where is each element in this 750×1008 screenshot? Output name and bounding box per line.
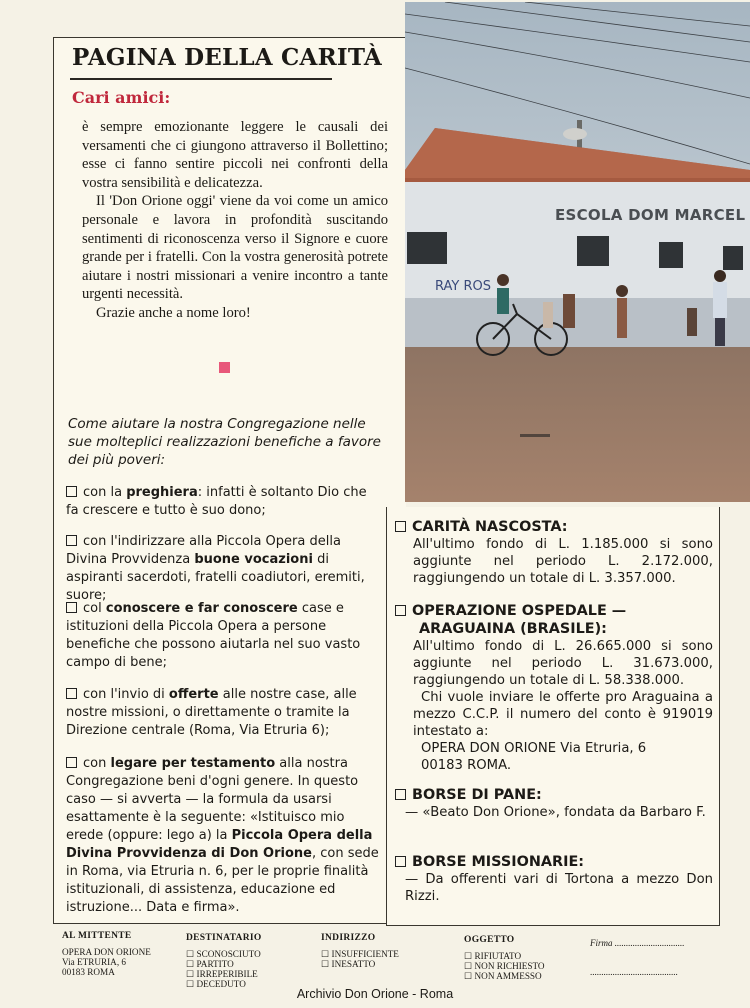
checkbox-icon [395, 789, 406, 800]
section-operazione-ospedale: OPERAZIONE OSPEDALE — ARAGUAINA (BRASILE): All'ultimo fondo di L. 26.665.000 si sono aggiunte nel periodo L. 31.673.000, raggiungendo un totale di L. 58.338.000. Chi vuole inviare le offerte pro Araguaina a mezzo C.C.P. il numero del conto è 919019 intestato a: OPERA DON ORIONE Via Etruria, 6 00183 ROMA. [395, 602, 713, 774]
firma-line: Firma ............................... [590, 938, 685, 948]
checkbox-icon [395, 521, 406, 532]
how-to-help-heading: Come aiutare la nostra Congregazione nelle sue molteplici realizzazioni benefiche a favore dei più poveri: [68, 416, 381, 468]
graffiti-text: RAY ROS [435, 279, 491, 294]
archive-caption: Archivio Don Orione - Roma [296, 987, 454, 1001]
checkbox-icon [395, 856, 406, 867]
checkbox-icon [66, 757, 77, 768]
photo-illustration [405, 2, 750, 502]
section-borse-di-pane: BORSE DI PANE: — «Beato Don Orione», fondata da Barbaro F. [395, 786, 713, 821]
intro-text [82, 118, 388, 323]
signature-dotted-line: ....................................... [590, 967, 678, 977]
destinatario-column: DESTINATARIO ☐ SCONOSCIUTO ☐ PARTITO ☐ IRREPERIBILE ☐ DECEDUTO [186, 933, 262, 989]
mittente-column: AL MITTENTE OPERA DON ORIONE Via ETRURIA, 6 00183 ROMA [62, 931, 151, 977]
item-prayer: con la preghiera: infatti è soltanto Dio che fa crescere e tutto è suo dono; [66, 485, 367, 518]
title-underline [70, 78, 332, 80]
intro-paragraph-2: Il 'Don Orione oggi' viene da voi come un amico personale e lavora in profondità suscitando sentimenti di riconoscenza verso il Signore e cuore grande per i fratelli. Con la vostra generosità potrete aiutare i nostri missionari a venire incontro a tante urgenti necessità. [82, 193, 388, 303]
checkbox-icon [66, 602, 77, 613]
item-vocations: con l'indirizzare alla Piccola Opera della Divina Provvidenza buone vocazioni di aspiranti sacerdoti, fratelli coadiutori, eremiti, suore; [66, 534, 365, 603]
page-title: PAGINA DELLA CARITÀ [72, 44, 382, 71]
checkbox-icon [66, 535, 77, 546]
section-carita-nascosta: CARITÀ NASCOSTA: All'ultimo fondo di L. 1.185.000 si sono aggiunte nel periodo L. 2.172.000, raggiungendo un totale di L. 3.357.000. [395, 518, 713, 587]
item-offers: con l'invio di offerte alle nostre case, alle nostre missioni, o direttamente o tramite la Direzione centrale (Roma, Via Etruria 6); [66, 687, 357, 738]
checkbox-icon [66, 486, 77, 497]
intro-paragraph-3: Grazie anche a nome loro! [96, 304, 251, 321]
section-borse-missionarie: BORSE MISSIONARIE: — Da offerenti vari di Tortona a mezzo Don Rizzi. [395, 853, 713, 905]
checkbox-icon [66, 688, 77, 699]
school-sign: ESCOLA DOM MARCEL [555, 206, 745, 224]
greeting: Cari amici: [72, 88, 171, 107]
indirizzo-column: INDIRIZZO ☐ INSUFFICIENTE ☐ INESATTO [321, 933, 399, 969]
checkbox-icon [395, 605, 406, 616]
item-knowing: col conoscere e far conoscere case e istituzioni della Piccola Opera a persone benefiche che possono aiutarla nel suo vasto campo di bene; [66, 601, 361, 670]
oggetto-column: OGGETTO ☐ RIFIUTATO ☐ NON RICHIESTO ☐ NON AMMESSO [464, 935, 545, 981]
pink-square-ornament [219, 362, 230, 373]
intro-paragraph-1: è sempre emozionante leggere le causali dei versamenti che ci giungono attraverso il Bollettino; esse ci fanno sentire piccoli nei confronti della vostra sensibilità e delicatezza. [82, 119, 388, 191]
item-testament: con legare per testamento alla nostra Congregazione beni d'ogni genere. In questo caso — si avverta — la formula da usarsi esattamente è la seguente: «Istituisco mio erede (oppure: lego a) la Piccola Opera della Divina Provvidenza di Don Orione, con sede in Roma, via Etruria n. 6, per le proprie finalità istituzionali, di assistenza, educazione ed istruzione... Data e firma». [66, 756, 379, 915]
school-photo [405, 2, 750, 502]
